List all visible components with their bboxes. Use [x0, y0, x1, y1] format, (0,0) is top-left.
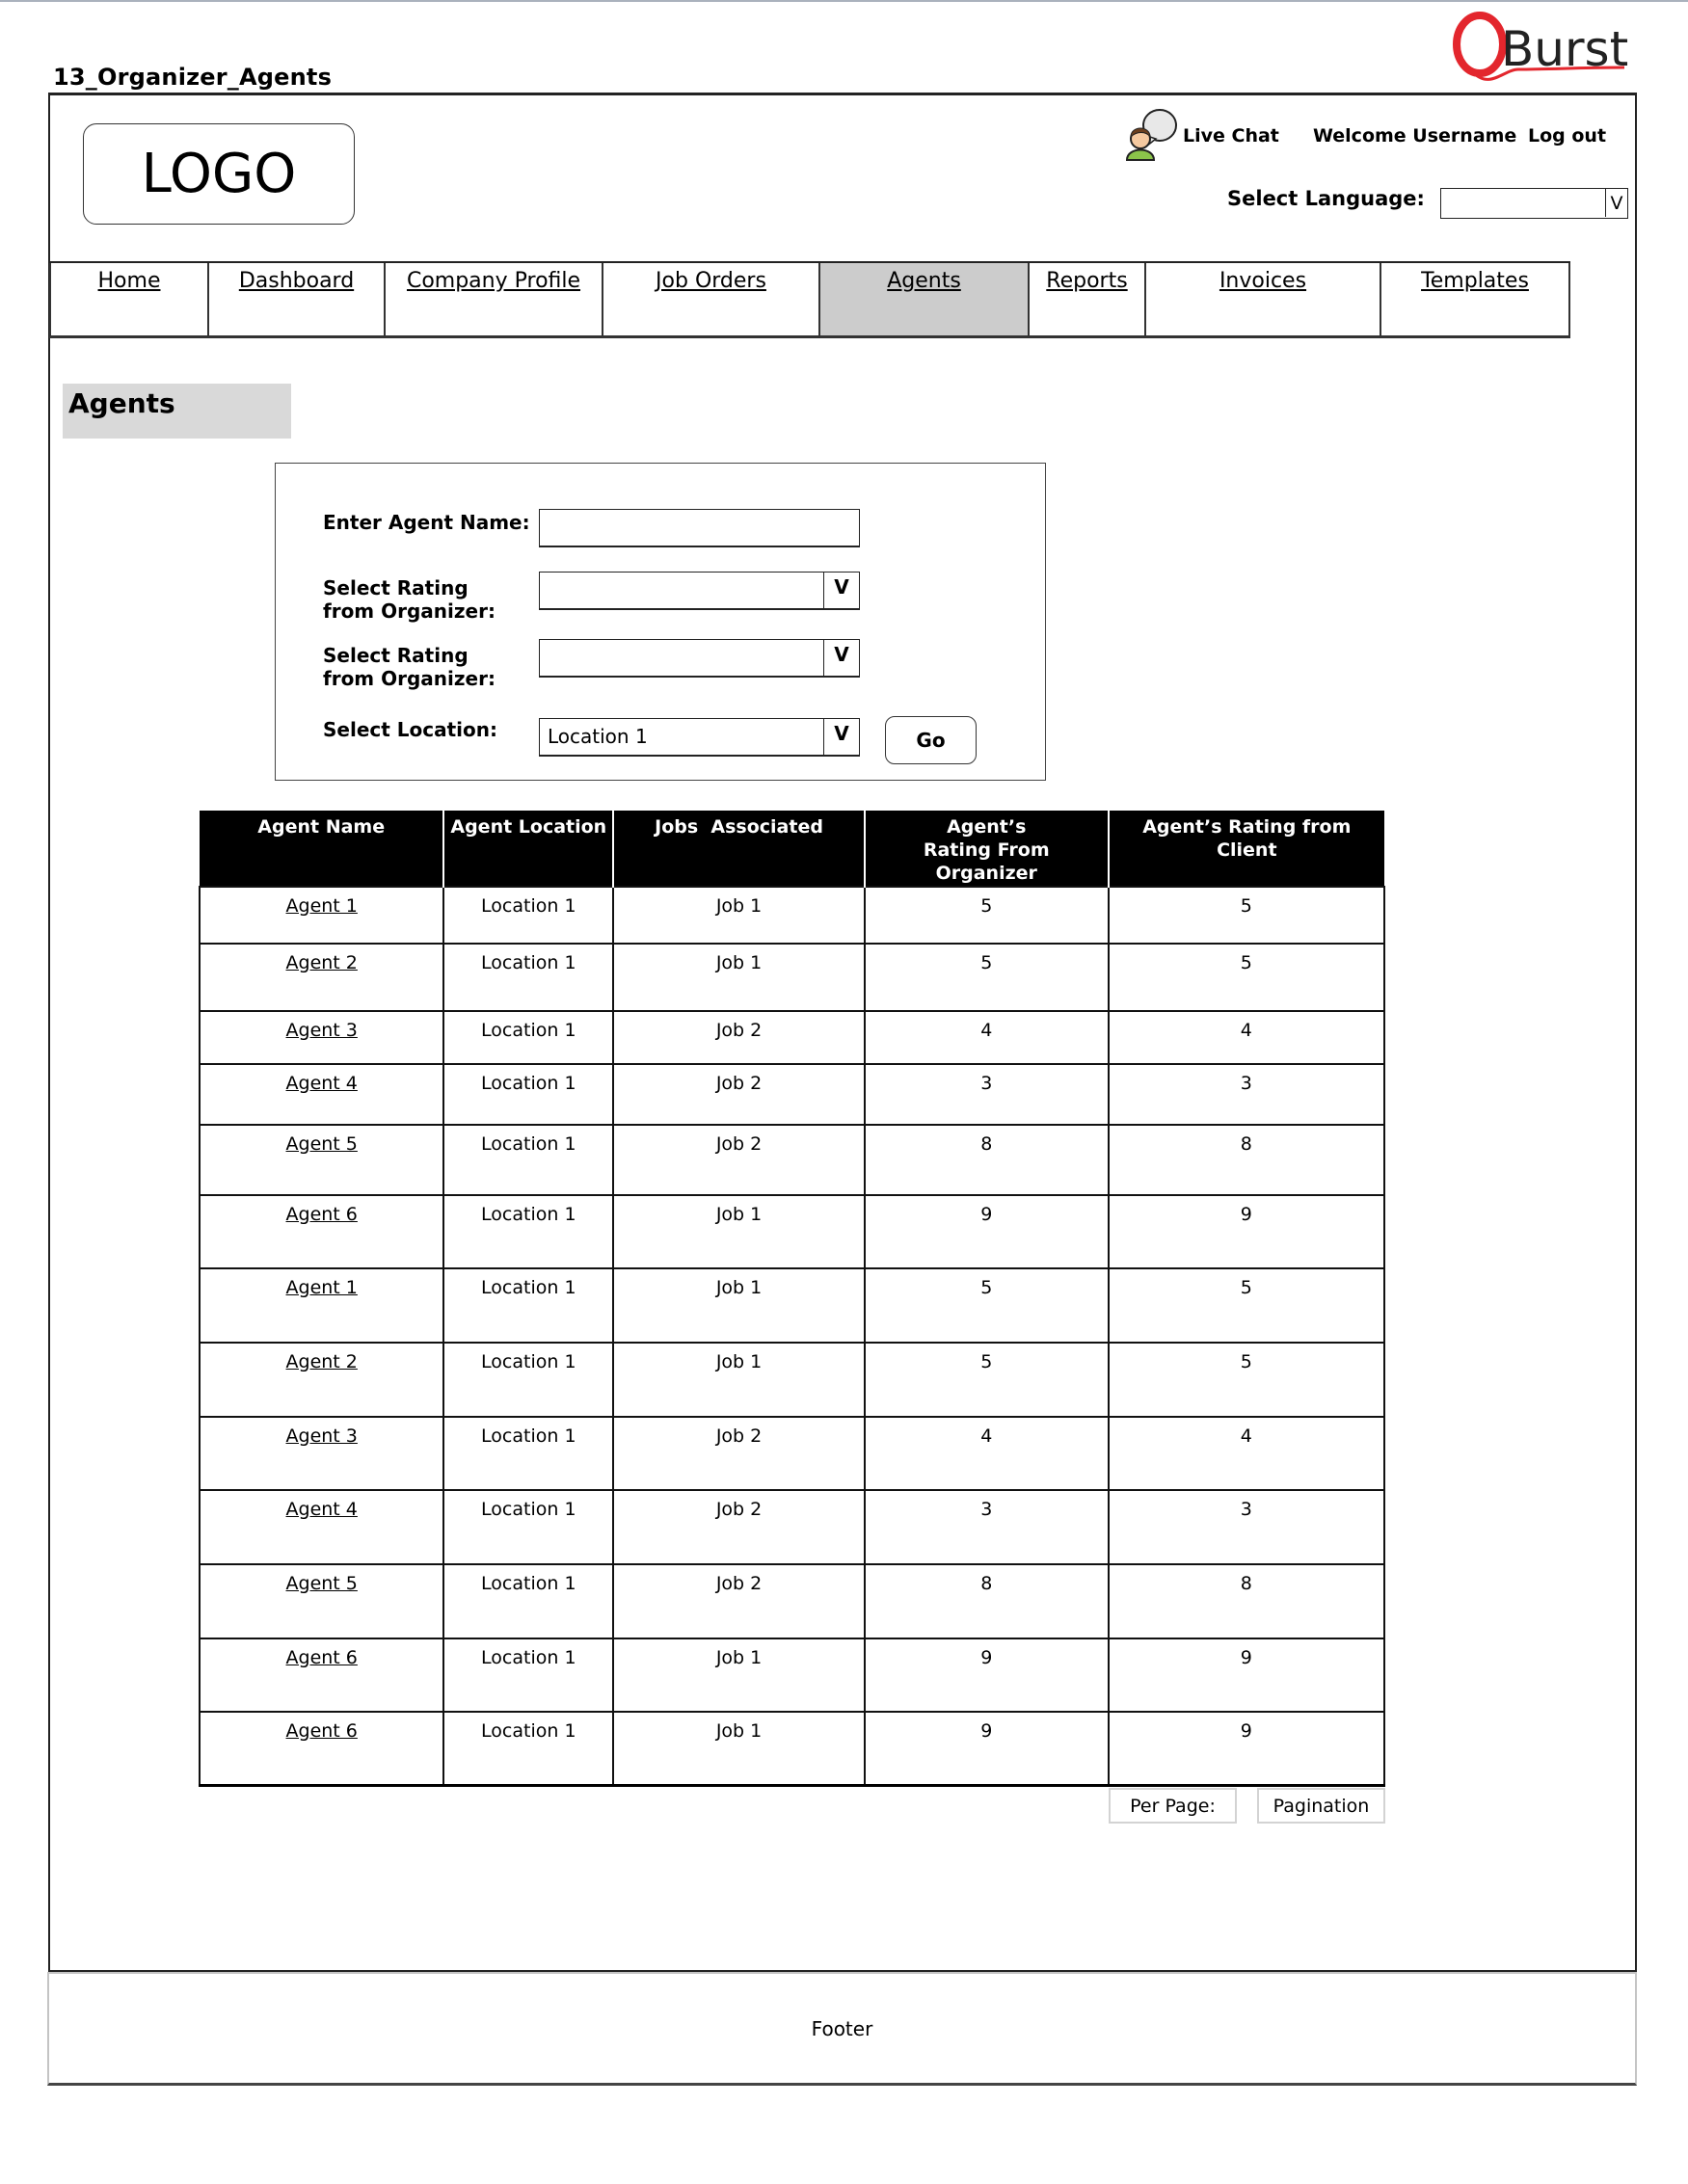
live-chat-link[interactable]: Live Chat	[1183, 125, 1279, 146]
job-cell: Job 1	[613, 1638, 865, 1712]
location-cell: Location 1	[443, 1638, 613, 1712]
table-row	[200, 1268, 1384, 1343]
client-rating-cell: 8	[1109, 1125, 1384, 1195]
job-cell: Job 2	[613, 1490, 865, 1564]
agents-table	[199, 811, 1385, 1787]
location-cell: Location 1	[443, 1011, 613, 1064]
nav-reports[interactable]	[1030, 263, 1146, 338]
nav-templates-label[interactable]: Templates	[1421, 269, 1529, 293]
client-rating-cell: 4	[1109, 1417, 1384, 1490]
col-rating-client[interactable]: Agent’s Rating from Client	[1109, 811, 1384, 887]
chevron-down-icon[interactable]: V	[1605, 189, 1627, 217]
nav-templates[interactable]	[1381, 263, 1570, 338]
table-row	[200, 1490, 1384, 1564]
agent-link[interactable]: Agent 2	[285, 1351, 358, 1372]
nav-job-orders[interactable]	[603, 263, 820, 338]
org-rating-cell: 8	[865, 1125, 1109, 1195]
org-rating-cell: 5	[865, 1268, 1109, 1343]
table-header-row	[200, 811, 1384, 887]
logo-placeholder[interactable]: LOGO	[83, 123, 355, 225]
nav-dashboard[interactable]	[209, 263, 386, 338]
nav-home-label[interactable]: Home	[97, 269, 161, 293]
client-rating-cell: 9	[1109, 1195, 1384, 1268]
go-button[interactable]: Go	[885, 716, 977, 764]
location-label: Select Location:	[323, 718, 497, 741]
org-rating-cell: 9	[865, 1195, 1109, 1268]
col-agent-location[interactable]: Agent Location	[443, 811, 613, 887]
rating-organizer-select-1[interactable]	[539, 572, 860, 610]
per-page-button[interactable]: Per Page:	[1109, 1788, 1237, 1824]
table-row	[200, 1195, 1384, 1268]
live-chat-icon[interactable]	[1123, 108, 1179, 162]
table-row	[200, 1417, 1384, 1490]
org-rating-cell: 9	[865, 1712, 1109, 1785]
org-rating-cell: 5	[865, 1343, 1109, 1417]
language-label: Select Language:	[1227, 187, 1425, 210]
chevron-down-icon[interactable]: V	[823, 573, 859, 609]
chevron-down-icon[interactable]: V	[823, 640, 859, 677]
job-cell: Job 1	[613, 887, 865, 944]
table-row	[200, 1712, 1384, 1785]
qburst-logo	[1451, 12, 1629, 89]
client-rating-cell: 9	[1109, 1712, 1384, 1785]
job-cell: Job 1	[613, 1195, 865, 1268]
footer	[47, 1972, 1637, 2086]
agent-link[interactable]: Agent 1	[285, 1277, 358, 1298]
agent-name-input[interactable]	[539, 509, 860, 547]
client-rating-cell: 4	[1109, 1011, 1384, 1064]
nav-company-profile[interactable]	[386, 263, 603, 338]
client-rating-cell: 3	[1109, 1490, 1384, 1564]
client-rating-cell: 9	[1109, 1638, 1384, 1712]
nav-invoices-label[interactable]: Invoices	[1219, 269, 1307, 293]
nav-job-orders-label[interactable]: Job Orders	[656, 269, 766, 293]
nav-reports-label[interactable]: Reports	[1046, 269, 1128, 293]
chevron-down-icon[interactable]: V	[823, 719, 859, 756]
table-row	[200, 1125, 1384, 1195]
location-cell: Location 1	[443, 1712, 613, 1785]
org-rating-cell: 3	[865, 1064, 1109, 1125]
job-cell: Job 2	[613, 1564, 865, 1638]
table-row	[200, 1343, 1384, 1417]
nav-invoices[interactable]	[1146, 263, 1381, 338]
client-rating-cell: 8	[1109, 1564, 1384, 1638]
org-rating-cell: 9	[865, 1638, 1109, 1712]
pagination-button[interactable]: Pagination	[1257, 1788, 1385, 1824]
top-rule	[0, 0, 1688, 2]
job-cell: Job 1	[613, 944, 865, 1011]
org-rating-cell: 4	[865, 1011, 1109, 1064]
col-rating-organizer-label: Agent’s Rating From Organizer	[923, 816, 1050, 884]
agent-link[interactable]: Agent 6	[285, 1720, 358, 1742]
location-value: Location 1	[548, 725, 648, 748]
agent-link[interactable]: Agent 3	[285, 1425, 358, 1447]
job-cell: Job 2	[613, 1125, 865, 1195]
nav-home[interactable]	[49, 263, 209, 338]
location-cell: Location 1	[443, 1268, 613, 1343]
table-row	[200, 1011, 1384, 1064]
page-title: 13_Organizer_Agents	[53, 64, 333, 91]
location-cell: Location 1	[443, 887, 613, 944]
job-cell: Job 2	[613, 1064, 865, 1125]
language-select[interactable]	[1440, 188, 1628, 219]
job-cell: Job 1	[613, 1343, 865, 1417]
footer-text: Footer	[811, 2016, 873, 2040]
agent-name-label: Enter Agent Name:	[323, 511, 530, 534]
org-rating-cell: 5	[865, 944, 1109, 1011]
location-cell: Location 1	[443, 1195, 613, 1268]
main-nav	[49, 261, 1570, 336]
rating-organizer-label-1: Select Rating from Organizer:	[323, 576, 496, 623]
location-cell: Location 1	[443, 1417, 613, 1490]
org-rating-cell: 3	[865, 1490, 1109, 1564]
col-jobs-associated[interactable]: Jobs Associated	[613, 811, 865, 887]
nav-dashboard-label[interactable]: Dashboard	[238, 269, 355, 293]
client-rating-cell: 5	[1109, 1343, 1384, 1417]
logout-link[interactable]: Log out	[1528, 125, 1607, 146]
org-rating-cell: 5	[865, 887, 1109, 944]
location-cell: Location 1	[443, 1064, 613, 1125]
org-rating-cell: 8	[865, 1564, 1109, 1638]
job-cell: Job 2	[613, 1417, 865, 1490]
welcome-text: Welcome Username	[1313, 125, 1517, 146]
agent-link[interactable]: Agent 3	[285, 1020, 358, 1041]
job-cell: Job 1	[613, 1268, 865, 1343]
table-row	[200, 1064, 1384, 1125]
table-row	[200, 1564, 1384, 1638]
agent-link[interactable]: Agent 5	[285, 1573, 358, 1594]
table-row	[200, 887, 1384, 944]
location-cell: Location 1	[443, 1564, 613, 1638]
client-rating-cell: 5	[1109, 1268, 1384, 1343]
rating-organizer-select-2[interactable]	[539, 639, 860, 678]
client-rating-cell: 3	[1109, 1064, 1384, 1125]
location-cell: Location 1	[443, 944, 613, 1011]
nav-agents[interactable]	[820, 263, 1030, 338]
client-rating-cell: 5	[1109, 944, 1384, 1011]
location-cell: Location 1	[443, 1125, 613, 1195]
location-cell: Location 1	[443, 1490, 613, 1564]
agent-link[interactable]: Agent 4	[285, 1073, 358, 1094]
agent-link[interactable]: Agent 6	[285, 1647, 358, 1668]
org-rating-cell: 4	[865, 1417, 1109, 1490]
agent-link[interactable]: Agent 6	[285, 1204, 358, 1225]
job-cell: Job 1	[613, 1712, 865, 1785]
svg-text:Burst: Burst	[1501, 21, 1629, 77]
agent-link[interactable]: Agent 1	[285, 895, 358, 917]
nav-agents-label[interactable]: Agents	[887, 269, 961, 293]
rating-organizer-label-2: Select Rating from Organizer:	[323, 644, 496, 690]
nav-company-profile-label[interactable]: Company Profile	[406, 269, 581, 293]
job-cell: Job 2	[613, 1011, 865, 1064]
agent-link[interactable]: Agent 4	[285, 1499, 358, 1520]
location-cell: Location 1	[443, 1343, 613, 1417]
col-agent-name[interactable]: Agent Name	[200, 811, 443, 887]
table-row	[200, 1638, 1384, 1712]
agent-link[interactable]: Agent 2	[285, 952, 358, 973]
client-rating-cell: 5	[1109, 887, 1384, 944]
col-rating-organizer[interactable]	[865, 811, 1109, 887]
agent-link[interactable]: Agent 5	[285, 1133, 358, 1155]
section-heading: Agents	[63, 384, 291, 439]
table-row	[200, 944, 1384, 1011]
location-select[interactable]	[539, 718, 860, 757]
